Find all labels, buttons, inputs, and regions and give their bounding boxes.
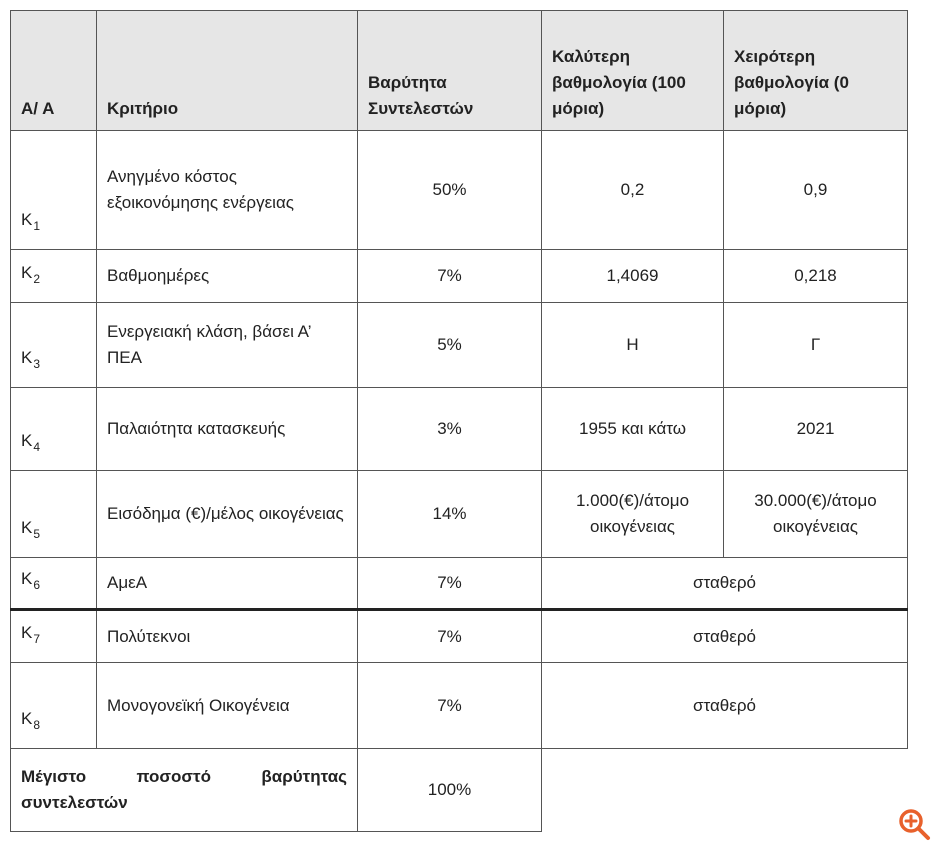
table-row <box>11 558 908 610</box>
table-row <box>11 388 908 471</box>
zoom-in-icon[interactable] <box>897 807 931 841</box>
row-worst: Γ <box>724 303 908 388</box>
row-code: $K_2$ <box>11 250 97 303</box>
criteria-table <box>10 10 908 832</box>
table-row <box>11 471 908 558</box>
row-code: $K_8$ <box>11 663 97 749</box>
row-weight: 7% <box>358 250 542 303</box>
total-value: 100% <box>358 749 542 832</box>
criteria-table-container <box>10 10 908 832</box>
row-criterion: Ενεργειακή κλάση, βάσει Α’ ΠΕΑ <box>97 303 358 388</box>
row-fixed-score: σταθερό <box>542 663 908 749</box>
row-code: $K_5$ <box>11 471 97 558</box>
row-weight: 7% <box>358 610 542 663</box>
total-row <box>11 749 908 832</box>
row-code: $K_1$ <box>11 131 97 250</box>
row-criterion: Μονογονεϊκή Οικογένεια <box>97 663 358 749</box>
header-row <box>11 11 908 131</box>
row-best: 1.000(€)/άτομο οικογένειας <box>542 471 724 558</box>
row-worst: 0,218 <box>724 250 908 303</box>
table-row <box>11 131 908 250</box>
total-label: Μέγιστο ποσοστό βαρύτητας συντελεστών <box>11 749 358 832</box>
row-criterion: Παλαιότητα κατασκευής <box>97 388 358 471</box>
header-best-score: Καλύτερη βαθμολογία (100 μόρια) <box>542 11 724 131</box>
row-criterion: Πολύτεκνοι <box>97 610 358 663</box>
header-weight: Βαρύτητα Συντελεστών <box>358 11 542 131</box>
row-worst: 2021 <box>724 388 908 471</box>
row-code: $K_4$ <box>11 388 97 471</box>
row-best: 0,2 <box>542 131 724 250</box>
row-fixed-score: σταθερό <box>542 610 908 663</box>
row-weight: 50% <box>358 131 542 250</box>
table-row <box>11 303 908 388</box>
row-criterion: ΑμεΑ <box>97 558 358 610</box>
row-worst: 30.000(€)/άτομο οικογένειας <box>724 471 908 558</box>
row-best: 1,4069 <box>542 250 724 303</box>
row-code: $K_7$ <box>11 610 97 663</box>
header-aa: Α/ Α <box>11 11 97 131</box>
row-worst: 0,9 <box>724 131 908 250</box>
row-best: 1955 και κάτω <box>542 388 724 471</box>
table-row <box>11 610 908 663</box>
row-weight: 5% <box>358 303 542 388</box>
row-best: Η <box>542 303 724 388</box>
table-row <box>11 250 908 303</box>
row-weight: 3% <box>358 388 542 471</box>
row-code: $K_6$ <box>11 558 97 610</box>
header-worst-score: Χειρότερη βαθμολογία (0 μόρια) <box>724 11 908 131</box>
header-criterion: Κριτήριο <box>97 11 358 131</box>
row-criterion: Ανηγμένο κόστος εξοικονόμησης ενέργειας <box>97 131 358 250</box>
row-criterion: Εισόδημα (€)/μέλος οικογένειας <box>97 471 358 558</box>
row-code: $K_3$ <box>11 303 97 388</box>
table-row <box>11 663 908 749</box>
row-weight: 7% <box>358 663 542 749</box>
row-fixed-score: σταθερό <box>542 558 908 610</box>
row-criterion: Βαθμοημέρες <box>97 250 358 303</box>
row-weight: 14% <box>358 471 542 558</box>
empty-cell <box>542 749 908 832</box>
row-weight: 7% <box>358 558 542 610</box>
